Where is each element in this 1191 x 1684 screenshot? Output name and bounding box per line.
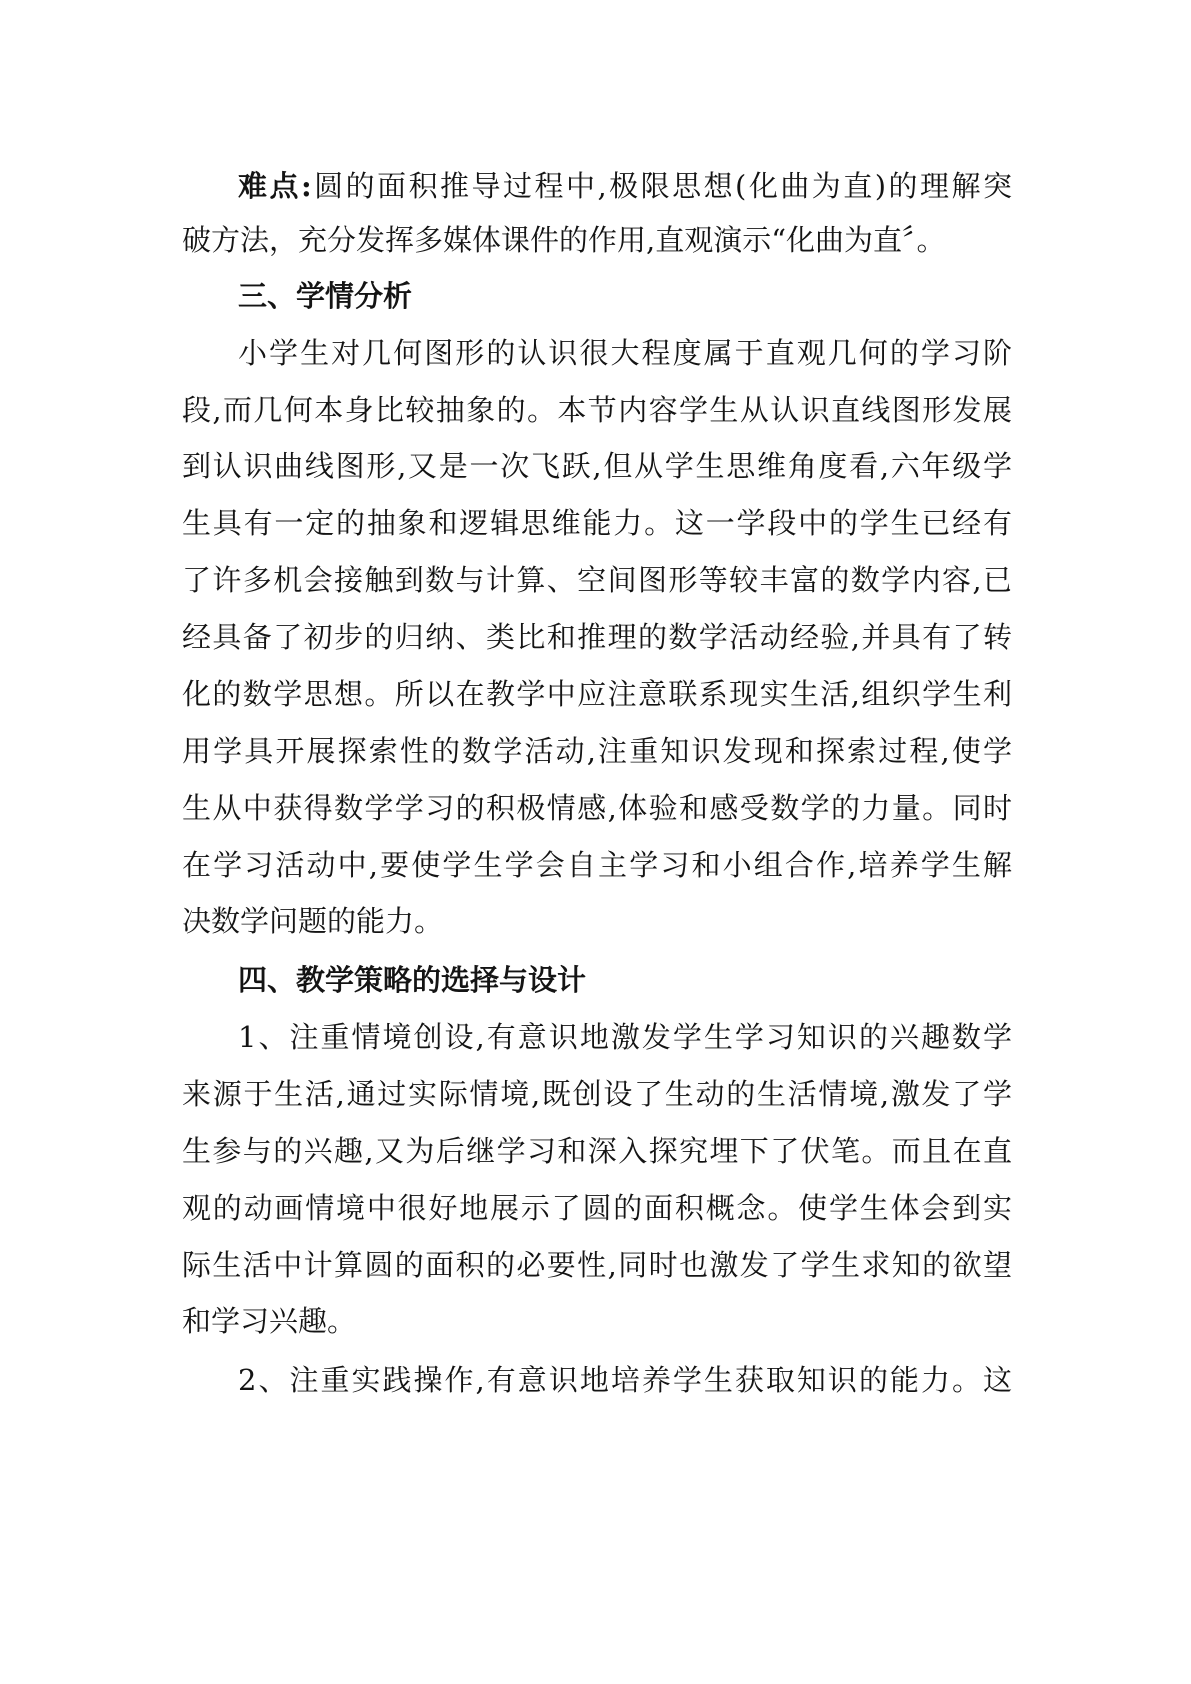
section-3-line: 生具有一定的抽象和逻辑思维能力。这一学段中的学生已经有 — [182, 506, 1012, 540]
section-4-line: 2、注重实践操作,有意识地培养学生获取知识的能力。这 — [238, 1363, 1012, 1397]
section-3-line: 到认识曲线图形,又是一次飞跃,但从学生思维角度看,六年级学 — [182, 449, 1012, 483]
section-3-line: 用学具开展探索性的数学活动,注重知识发现和探索过程,使学 — [182, 734, 1012, 768]
section-4-line: 和学习兴趣。 — [182, 1304, 357, 1338]
section-3-line: 小学生对几何图形的认识很大程度属于直观几何的学习阶 — [238, 336, 1012, 370]
difficulty-line-1 — [238, 166, 1012, 206]
section-3-heading: 三、学情分析 — [238, 279, 413, 313]
section-4-heading: 四、教学策略的选择与设计 — [238, 963, 587, 997]
difficulty-line-2: 破方法，充分发挥多媒体课件的作用,直观演示“化曲为直〞。 — [182, 223, 946, 257]
difficulty-label: 难点: — [238, 169, 312, 203]
section-4-line: 生参与的兴趣,又为后继学习和深入探究埋下了伏笔。而且在直 — [182, 1134, 1012, 1168]
section-3-line: 决数学问题的能力。 — [182, 904, 444, 938]
section-3-line: 化的数学思想。所以在教学中应注意联系现实生活,组织学生利 — [182, 677, 1012, 711]
section-3-line: 段,而几何本身比较抽象的。本节内容学生从认识直线图形发展 — [182, 393, 1012, 427]
section-4-line: 来源于生活,通过实际情境,既创设了生动的生活情境,激发了学 — [182, 1077, 1012, 1111]
section-4-line: 观的动画情境中很好地展示了圆的面积概念。使学生体会到实 — [182, 1191, 1012, 1225]
section-4-line: 际生活中计算圆的面积的必要性,同时也激发了学生求知的欲望 — [182, 1248, 1012, 1282]
section-3-line: 生从中获得数学学习的积极情感,体验和感受数学的力量。同时 — [182, 791, 1012, 825]
section-4-line: 1、注重情境创设,有意识地激发学生学习知识的兴趣数学 — [238, 1020, 1012, 1054]
section-3-line: 经具备了初步的归纳、类比和推理的数学活动经验,并具有了转 — [182, 620, 1012, 654]
section-3-line: 了许多机会接触到数与计算、空间图形等较丰富的数学内容,已 — [182, 563, 1012, 597]
difficulty-text: 圆的面积推导过程中,极限思想(化曲为直)的理解突 — [311, 169, 1012, 203]
section-3-line: 在学习活动中,要使学生学会自主学习和小组合作,培养学生解 — [182, 848, 1012, 882]
